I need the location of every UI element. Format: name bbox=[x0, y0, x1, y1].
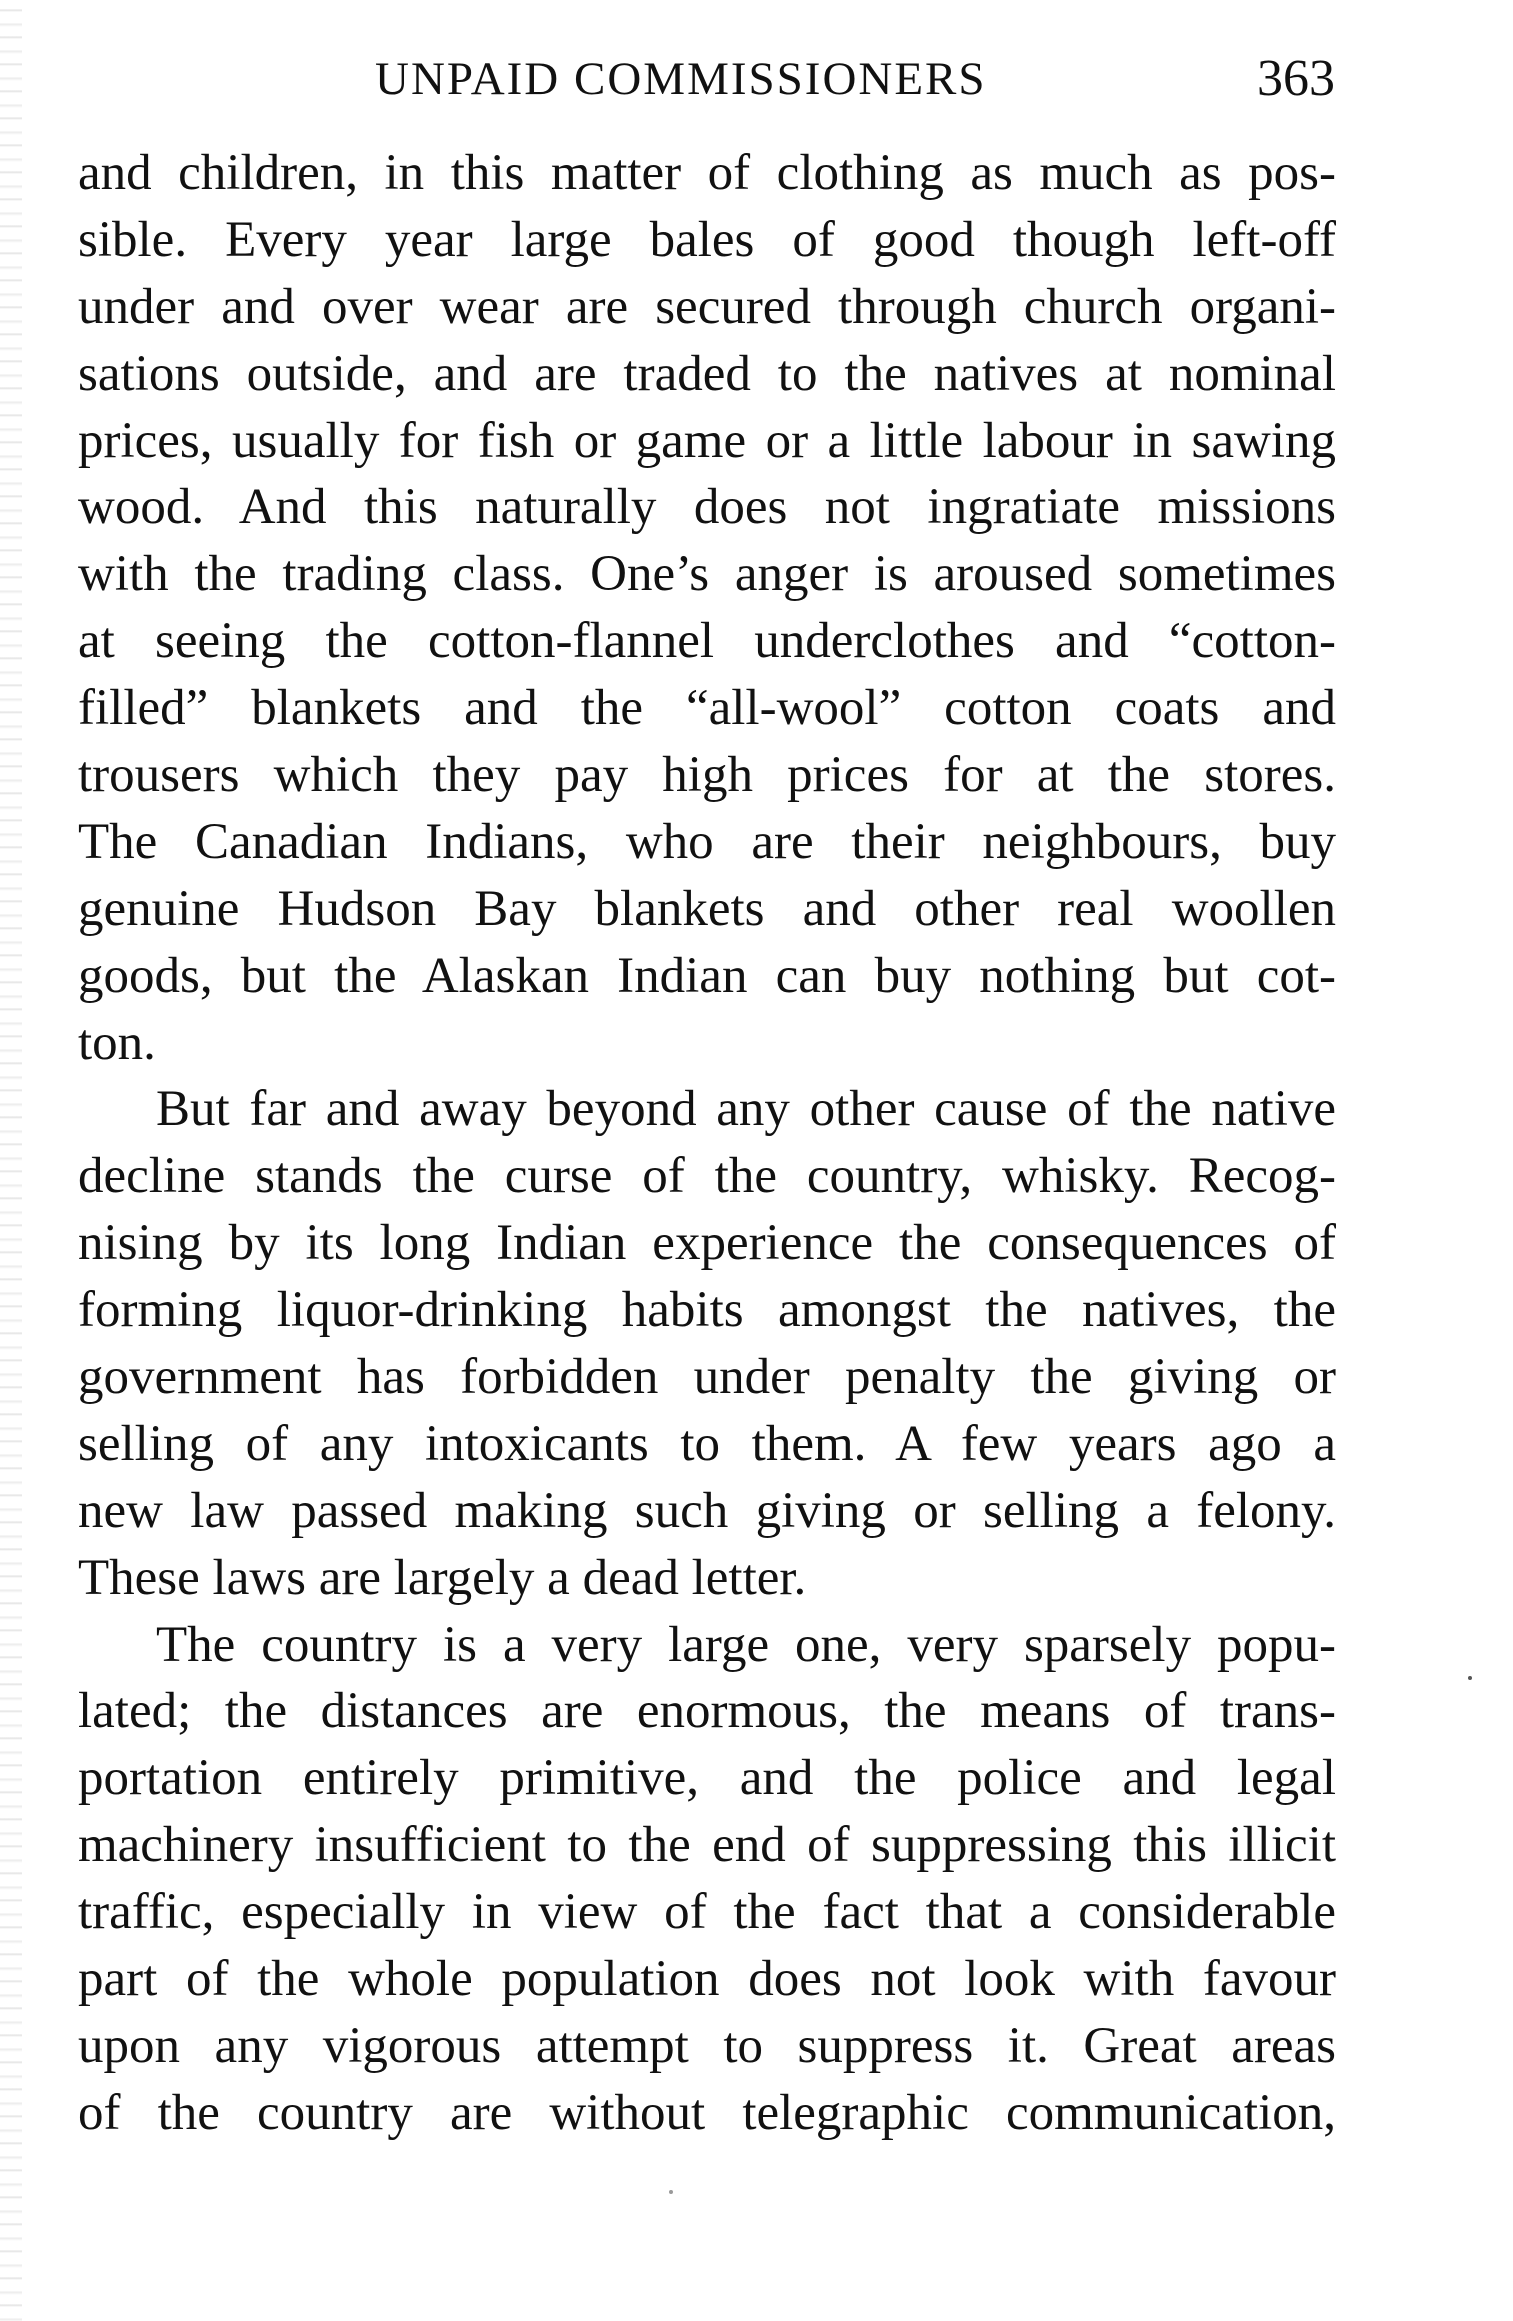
text-line: These laws are largely a dead letter. bbox=[78, 1549, 807, 1606]
text-line: traffic, especially in view of the fact that a considerable bbox=[78, 1884, 1336, 1941]
text-line: nising by its long Indian experience the consequences of bbox=[78, 1215, 1336, 1272]
paragraph-1 bbox=[78, 140, 1336, 1076]
text-line: filled” blankets and the “all-wool” cotton coats and bbox=[78, 680, 1336, 737]
text-line: decline stands the curse of the country, whisky. Recog- bbox=[78, 1148, 1336, 1205]
text-line: with the trading class. One’s anger is aroused sometimes bbox=[78, 546, 1336, 603]
print-speck bbox=[669, 2190, 673, 2194]
text-line: ton. bbox=[78, 1014, 156, 1071]
text-line: But far and away beyond any other cause of the native bbox=[156, 1081, 1336, 1138]
text-line: upon any vigorous attempt to suppress it. Great areas bbox=[78, 2017, 1336, 2074]
print-speck bbox=[1468, 1676, 1472, 1680]
paragraph-2 bbox=[78, 1076, 1336, 1611]
text-line: selling of any intoxicants to them. A few years ago a bbox=[78, 1415, 1336, 1472]
text-line: machinery insufficient to the end of suppressing this illicit bbox=[78, 1817, 1336, 1874]
text-line: The country is a very large one, very sparsely popu- bbox=[156, 1616, 1336, 1673]
text-line: sible. Every year large bales of good though left-off bbox=[78, 211, 1336, 268]
paragraph-3 bbox=[78, 1612, 1336, 2147]
text-line: of the country are without telegraphic communication, bbox=[78, 2084, 1336, 2141]
text-line: forming liquor-drinking habits amongst the natives, the bbox=[78, 1282, 1336, 1339]
text-line: lated; the distances are enormous, the means of trans- bbox=[78, 1683, 1336, 1740]
text-line: new law passed making such giving or selling a felony. bbox=[78, 1482, 1336, 1539]
text-line: genuine Hudson Bay blankets and other real woollen bbox=[78, 880, 1336, 937]
text-line: government has forbidden under penalty the giving or bbox=[78, 1349, 1336, 1406]
text-line: part of the whole population does not look with favour bbox=[78, 1951, 1336, 2008]
text-line: and children, in this matter of clothing as much as pos- bbox=[78, 145, 1336, 201]
text-line: wood. And this naturally does not ingratiate missions bbox=[78, 479, 1336, 536]
page-number: 363 bbox=[1257, 50, 1335, 107]
text-line: portation entirely primitive, and the police and legal bbox=[78, 1750, 1336, 1807]
text-line: The Canadian Indians, who are their neighbours, buy bbox=[78, 813, 1336, 870]
text-line: trousers which they pay high prices for at the stores. bbox=[78, 747, 1336, 804]
running-title: UNPAID COMMISSIONERS bbox=[375, 53, 987, 105]
text-line: prices, usually for fish or game or a little labour in sawing bbox=[78, 412, 1336, 469]
text-line: under and over wear are secured through church organi- bbox=[78, 278, 1336, 335]
body-text bbox=[78, 140, 1336, 2147]
text-line: goods, but the Alaskan Indian can buy nothing but cot- bbox=[78, 947, 1336, 1004]
page-gutter-edge bbox=[0, 0, 22, 2321]
text-line: at seeing the cotton-flannel underclothes and “cotton- bbox=[78, 613, 1336, 670]
text-line: sations outside, and are traded to the natives at nominal bbox=[78, 345, 1336, 402]
running-head bbox=[375, 44, 1335, 114]
